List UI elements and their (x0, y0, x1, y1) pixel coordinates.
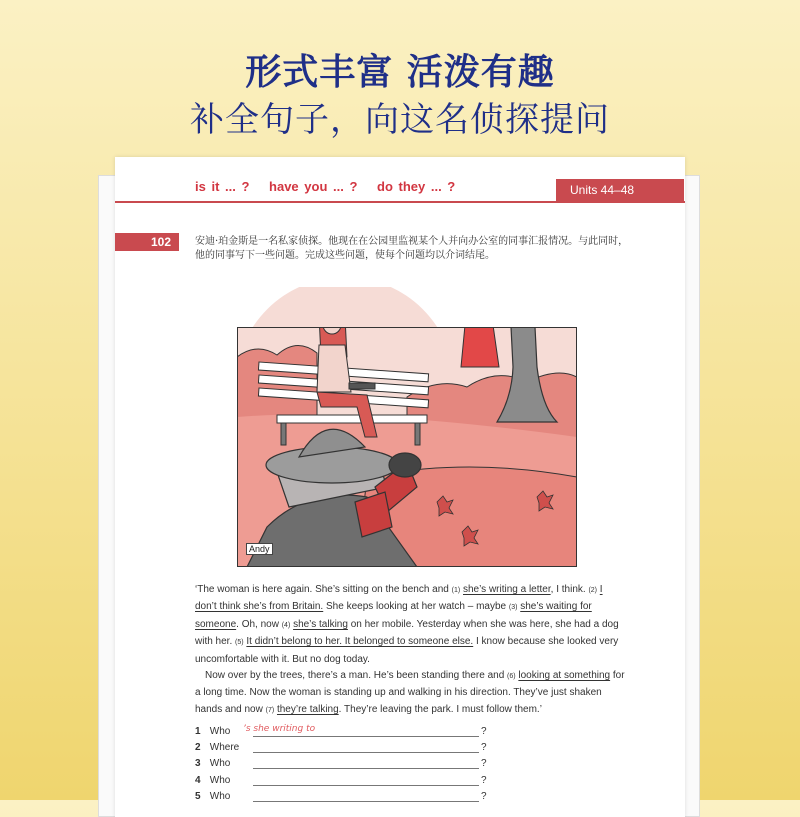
question-mark: ? (481, 790, 487, 802)
passage-text-run: , I think. (550, 584, 589, 595)
passage-text-run: She keeps looking at her watch – maybe (323, 601, 509, 613)
answer-line[interactable] (253, 752, 479, 753)
headline-subtitle: 补全句子，向这名侦探提问 (190, 100, 610, 140)
answer-1: she’s writing a letter (463, 584, 551, 595)
answer-line[interactable] (253, 801, 479, 802)
question-list (195, 726, 495, 807)
blank-number: (5) (235, 639, 244, 647)
question-item (195, 758, 495, 774)
topic-item: have you ... ? (269, 179, 358, 194)
question-word: Who (209, 726, 231, 737)
units-badge: Units 44–48 (556, 179, 684, 201)
topic-item: do they ... ? (377, 179, 456, 194)
question-word: Who (209, 790, 231, 802)
question-number: 3 (195, 758, 201, 770)
question-number: 1 (195, 726, 201, 737)
answer-line[interactable] (253, 768, 479, 769)
blank-number: (7) (265, 706, 275, 714)
question-mark: ? (481, 774, 487, 786)
blank-number: (4) (281, 621, 291, 629)
blank-number: (3) (508, 604, 518, 612)
passage-text-run: on her mobile. Yesterday when she was here, she had a dog with her. (195, 618, 619, 648)
question-item (195, 726, 495, 742)
answer-4: she’s talking (293, 618, 348, 630)
park-illustration (237, 287, 577, 567)
andy-label: Andy (246, 543, 273, 555)
question-item (195, 791, 495, 807)
answer-6: looking at something (518, 670, 611, 682)
question-mark: ? (481, 726, 487, 737)
answer-7: they’re talking (276, 703, 339, 715)
passage-text-run: I know because she looked very uncomfortable with it. But no dog today. (195, 636, 619, 665)
question-item (195, 742, 495, 758)
blank-number: (2) (588, 587, 597, 594)
question-number: 4 (195, 774, 201, 786)
man-body (461, 325, 499, 367)
man-head (468, 306, 486, 324)
answer-line[interactable] (253, 785, 479, 786)
headline-title: 形式丰富 活泼有趣 (245, 52, 555, 93)
answer-2: I don’t think she’s from Britain. (195, 584, 603, 613)
exercise-instruction: 安迪·珀金斯是一名私家侦探。他现在在公园里监视某个人并向办公室的同事汇报情况。与此同时，他的同事写下一些问题。完成这些问题，使每个问题均以介词结尾。 (195, 236, 629, 261)
question-mark: ? (481, 742, 487, 754)
passage-text-run: Now over by the trees, there’s a man. He’s been standing there and (205, 670, 508, 682)
passage-text-run: ‘The woman is here again. She’s sitting on the bench and (195, 584, 452, 595)
question-word: Who (209, 758, 231, 770)
topic-item: is it ... ? (195, 179, 250, 194)
topic-list (195, 179, 469, 194)
question-word: Who (209, 774, 231, 786)
question-number: 5 (195, 790, 201, 802)
question-mark: ? (481, 758, 487, 770)
passage-text (195, 582, 625, 719)
question-item (195, 775, 495, 791)
passage-text-run: . They’re leaving the park. I must follow them.’ (338, 703, 542, 715)
answer-line[interactable] (253, 736, 479, 737)
answer-5: It didn’t belong to her. It belonged to someone else. (246, 636, 474, 648)
passage-text-run: . Oh, now (236, 618, 282, 630)
question-number: 2 (195, 742, 201, 754)
example-answer: ’s she writing to (243, 724, 316, 734)
blank-number: (1) (451, 587, 461, 594)
blank-number: (6) (507, 673, 516, 681)
answer-3: she’s waiting for someone (195, 601, 592, 630)
book-page (115, 157, 685, 817)
header-rule (115, 201, 685, 203)
passage-text-run: for a long time. Now the woman is standing up and walking in his direction. They’ve just shaken hands and now (195, 670, 625, 715)
question-word: Where (209, 742, 240, 754)
page-number-tab: 102 (115, 233, 179, 251)
